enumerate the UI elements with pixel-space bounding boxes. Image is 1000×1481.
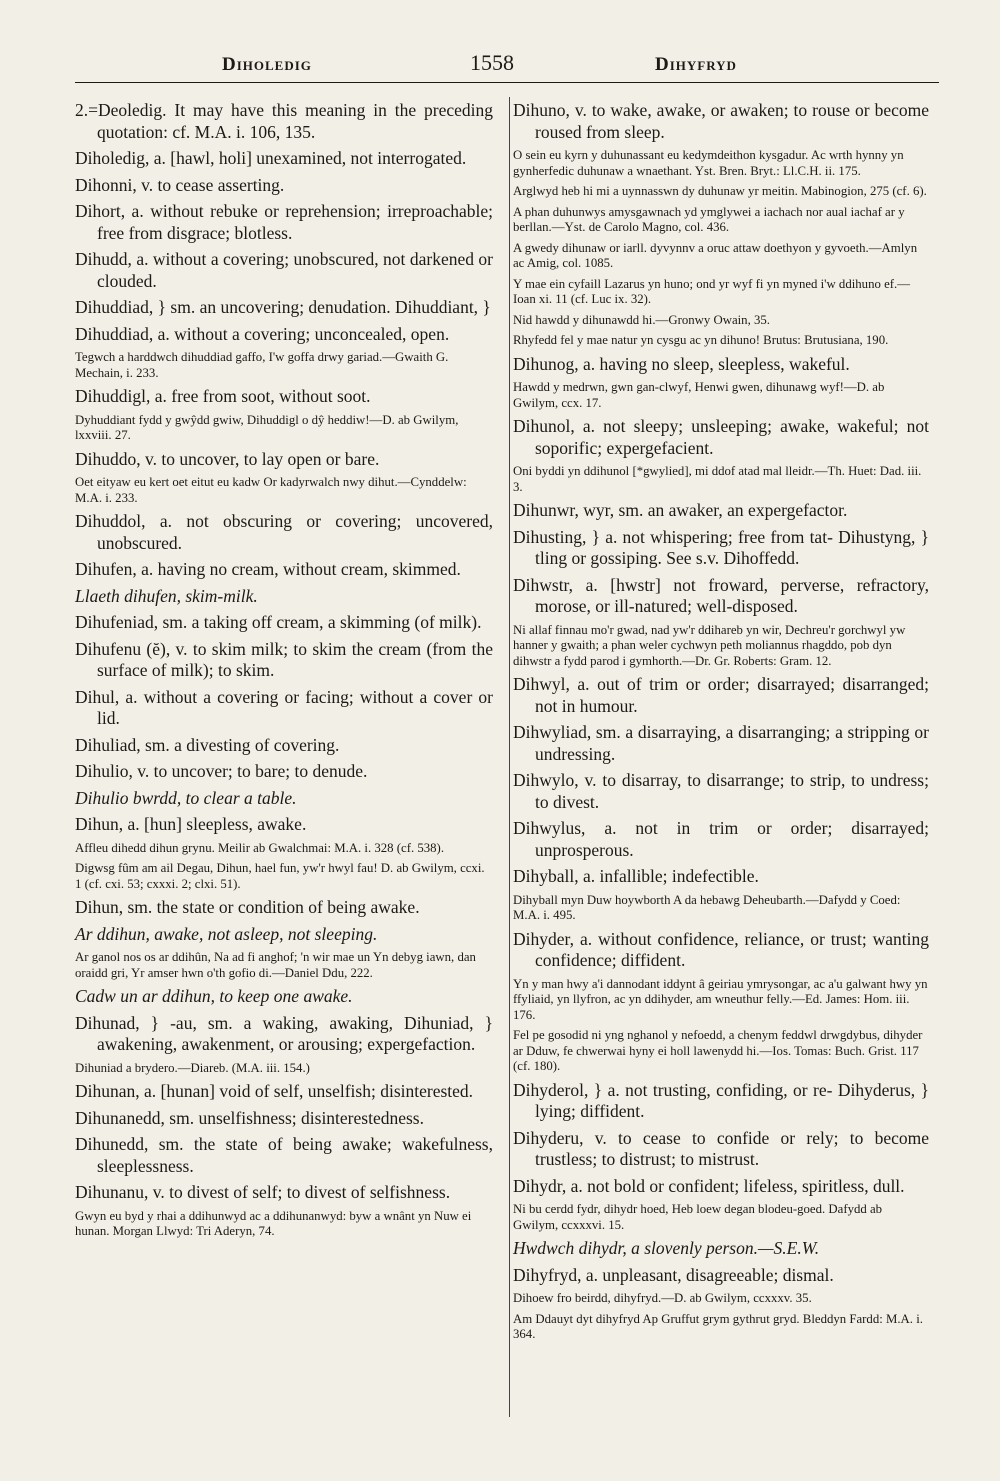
quotation: Dihoew fro beirdd, dihyfryd.—D. ab Gwilym, ccxxxv. 35. (513, 1291, 812, 1305)
dictionary-entry: Dihort, a. without rebuke or reprehension; irreproachable; free from disgrace; blotless. (75, 201, 493, 243)
dictionary-entry: Dihunad, } -au, sm. a waking, awaking, Dihuniad, } awakening, awakenment, or arousing; expergefaction. (75, 1012, 493, 1054)
dictionary-entry: Dihuliad, sm. a divesting of covering. (75, 734, 340, 755)
quotation: Nid hawdd y dihunawdd hi.—Gronwy Owain, 35. (513, 312, 770, 327)
quotation: Gwyn eu byd y rhai a ddihunwyd ac a ddihunanwyd: byw a wnânt yn Nuw ei hunan. Morgan Llwyd: Tri Aderyn, 74. (75, 1208, 472, 1238)
dictionary-entry: Dihun, a. [hun] sleepless, awake. (75, 814, 307, 834)
dictionary-entry: Dihydr, a. not bold or confident; lifeless, spiritless, dull. (513, 1175, 905, 1196)
header-right-word: Dihyfryd (655, 54, 737, 75)
header-left-word: Diholedig (222, 54, 312, 75)
quotation: Hawdd y medrwn, gwn gan-clwyf, Henwi gwen, dihunawg wyf!—D. ab Gwilym, ccx. 17. (513, 380, 885, 410)
dictionary-entry: Dihuddiad, } sm. an uncovering; denudation. Dihuddiant, } (75, 297, 491, 317)
dictionary-entry: Dihunog, a. having no sleep, sleepless, wakeful. (513, 353, 850, 374)
sub-entry: Hwdwch dihydr, a slovenly person.—S.E.W. (513, 1238, 820, 1258)
quotation: Rhyfedd fel y mae natur yn cysgu ac yn dihuno! Brutus: Brutusiana, 190. (513, 333, 889, 347)
dictionary-entry: Dihun, sm. the state or condition of being awake. (75, 897, 420, 917)
dictionary-entry: Dihwyl, a. out of trim or order; disarrayed; disarranged; not in humour. (513, 674, 929, 716)
dictionary-entry: Dihudd, a. without a covering; unobscured, not darkened or clouded. (75, 249, 493, 291)
dictionary-entry: Dihuddiad, a. without a covering; unconcealed, open. (75, 323, 450, 344)
quotation: Yn y man hwy a'i dannodant iddynt â geiriau ymrysongar, ac a'u galwant hwy yn ffyliaid, yn llyfron, ac yn ddihyder, am wneuthur felly.—Ed. James: Hom. iii. 176. (513, 976, 928, 1022)
sub-entry: Cadw un ar ddihun, to keep one awake. (75, 986, 353, 1006)
left-column (75, 100, 493, 1245)
dictionary-entry: Dihunanu, v. to divest of self; to divest of selfishness. (75, 1182, 451, 1202)
dictionary-entry: Dihunwr, wyr, sm. an awaker, an expergefactor. (513, 500, 848, 520)
header-rule (75, 82, 939, 83)
dictionary-entry: Dihunan, a. [hunan] void of self, unselfish; disinterested. (75, 1081, 474, 1101)
quotation: Dihuniad a brydero.—Diareb. (M.A. iii. 154.) (75, 1060, 310, 1075)
quotation: Dyhuddiant fydd y gwŷdd gwiw, Dihuddigl o dŷ heddiw!—D. ab Gwilym, lxxviii. 27. (75, 412, 459, 442)
sub-entry: Dihulio bwrdd, to clear a table. (75, 787, 297, 808)
quotation: Am Ddauyt dyt dihyfryd Ap Gruffut grym gythrut gryd. Bleddyn Fardd: M.A. i. 364. (513, 1311, 923, 1341)
quotation: Ni allaf finnau mo'r gwad, nad yw'r ddihareb yn wir, Dechreu'r gorchwyl yw hanner y gwaith; a phan weler cychwyn peth moliannus rhagddo, pob dyn dihwstr a fydd parod i gymhorth.—Dr. Gr. Roberts: Gram. 12. (513, 622, 906, 668)
quotation: Ni bu cerdd fydr, dihydr hoed, Heb loew degan blodeu-goed. Dafydd ab Gwilym, ccxxxvi. 15. (513, 1202, 883, 1232)
quotation: Affleu dihedd dihun grynu. Meilir ab Gwalchmai: M.A. i. 328 (cf. 538). (75, 840, 445, 855)
quotation: Y mae ein cyfaill Lazarus yn huno; ond yr wyf fi yn myned i'w ddihuno ef.—Ioan xi. 11 (cf. Luc ix. 32). (513, 276, 911, 306)
quotation: Oet eityaw eu kert oet eitut eu kadw Or kadyrwalch nwy dihut.—Cynddelw: M.A. i. 233. (75, 475, 467, 505)
dictionary-entry: Dihusting, } a. not whispering; free from tat- Dihustyng, } tling or gossiping. See s.v. Dihoffedd. (513, 526, 929, 568)
page-number: 1558 (470, 50, 514, 75)
dictionary-entry: Dihyderol, } a. not trusting, confiding, or re- Dihyderus, } lying; diffident. (513, 1079, 929, 1121)
quotation: Arglwyd heb hi mi a uynnasswn dy duhunaw yr meitin. Mabinogion, 275 (cf. 6). (513, 184, 927, 198)
dictionary-entry: Dihyball, a. infallible; indefectible. (513, 866, 759, 886)
dictionary-entry: Dihyderu, v. to cease to confide or rely; to become trustless; to distrust; to mistrust. (513, 1127, 929, 1169)
dictionary-entry: Dihyder, a. without confidence, reliance, or trust; wanting confidence; diffident. (513, 928, 929, 970)
dictionary-entry: Dihwylus, a. not in trim or order; disarrayed; unprosperous. (513, 818, 929, 860)
dictionary-entry: Dihufen, a. having no cream, without cream, skimmed. (75, 559, 461, 579)
quotation: Digwsg fûm am ail Degau, Dihun, hael fun, yw'r hwyl fau! D. ab Gwilym, ccxi. 1 (cf. cxi. 53; cxxxi. 2; clxi. 51). (75, 861, 485, 891)
dictionary-entry: Dihuddigl, a. free from soot, without soot. (75, 386, 371, 406)
dictionary-entry: Dihunedd, sm. the state of being awake; wakefulness, sleeplessness. (75, 1134, 493, 1176)
dictionary-entry: Dihulio, v. to uncover; to bare; to denude. (75, 761, 368, 781)
dictionary-entry: Dihufeniad, sm. a taking off cream, a skimming (of milk). (75, 612, 482, 632)
dictionary-entry: 2.=Deoledig. It may have this meaning in the preceding quotation: cf. M.A. i. 106, 135. (75, 100, 493, 142)
quotation: A gwedy dihunaw or iarll. dyvynnv a oruc attaw doethyon y gyvoeth.—Amlyn ac Amig, col. 1085. (513, 240, 918, 270)
quotation: Fel pe gosodid ni yng nghanol y nefoedd, a chenym feddwl drwgdybus, dihyder ar Dduw, fe chwerwai hyny ei holl lawenydd hi.—Ios. Tomas: Buch. Grist. 117 (cf. 180). (513, 1028, 923, 1073)
dictionary-entry: Dihyfryd, a. unpleasant, disagreeable; dismal. (513, 1264, 834, 1285)
quotation: Ar ganol nos os ar ddihûn, Na ad fi anghof; 'n wir mae un Yn debyg iawn, dan oraidd gri, Yr amser hwn o'th gofio di.—Daniel Ddu, 222. (75, 950, 476, 980)
dictionary-entry: Dihuddo, v. to uncover, to lay open or bare. (75, 448, 380, 469)
quotation: O sein eu kyrn y duhunassant eu kedymdeithon kysgadur. Ac wrth hynny yn gynherfedic duhunaw a wnaethant. Yst. Bren. Bryt.: Ll.C.H. ii. 175. (513, 148, 904, 178)
quotation: Oni byddi yn ddihunol [*gwylied], mi ddof atad mal lleidr.—Th. Huet: Dad. iii. 3. (513, 464, 922, 494)
sub-entry: Ar ddihun, awake, not asleep, not sleeping. (75, 923, 378, 944)
sub-entry: Llaeth dihufen, skim-milk. (75, 585, 258, 606)
quotation: A phan duhunwys amysgawnach yd ymglywei a iachach nor aual iachaf ar y berllan.—Yst. de Carolo Magno, col. 436. (513, 204, 905, 234)
quotation: Tegwch a harddwch dihuddiad gaffo, I'w goffa drwy gariad.—Gwaith G. Mechain, i. 233. (75, 350, 449, 380)
right-column (513, 100, 929, 1348)
dictionary-entry: Dihwylo, v. to disarray, to disarrange; to strip, to undress; to divest. (513, 770, 929, 812)
dictionary-entry: Dihwyliad, sm. a disarraying, a disarranging; a stripping or undressing. (513, 722, 929, 764)
dictionary-entry: Dihonni, v. to cease asserting. (75, 174, 285, 195)
dictionary-entry: Dihuddol, a. not obscuring or covering; uncovered, unobscured. (75, 511, 493, 553)
dictionary-entry: Dihul, a. without a covering or facing; without a cover or lid. (75, 686, 493, 728)
running-header (0, 46, 1000, 86)
column-divider (509, 97, 510, 1417)
dictionary-entry: Dihuno, v. to wake, awake, or awaken; to rouse or become roused from sleep. (513, 100, 929, 142)
quotation: Dihyball myn Duw hoywborth A da hebawg Deheubarth.—Dafydd y Coed: M.A. i. 495. (513, 892, 901, 922)
dictionary-entry: Dihunanedd, sm. unselfishness; disinterestedness. (75, 1107, 424, 1128)
dictionary-entry: Dihufenu (ĕ), v. to skim milk; to skim the cream (from the surface of milk); to skim. (75, 638, 493, 680)
dictionary-entry: Dihunol, a. not sleepy; unsleeping; awake, wakeful; not soporific; expergefacient. (513, 416, 929, 458)
dictionary-entry: Diholedig, a. [hawl, holi] unexamined, not interrogated. (75, 148, 467, 168)
dictionary-entry: Dihwstr, a. [hwstr] not froward, perverse, refractory, morose, or ill-natured; well-disposed. (513, 574, 929, 616)
